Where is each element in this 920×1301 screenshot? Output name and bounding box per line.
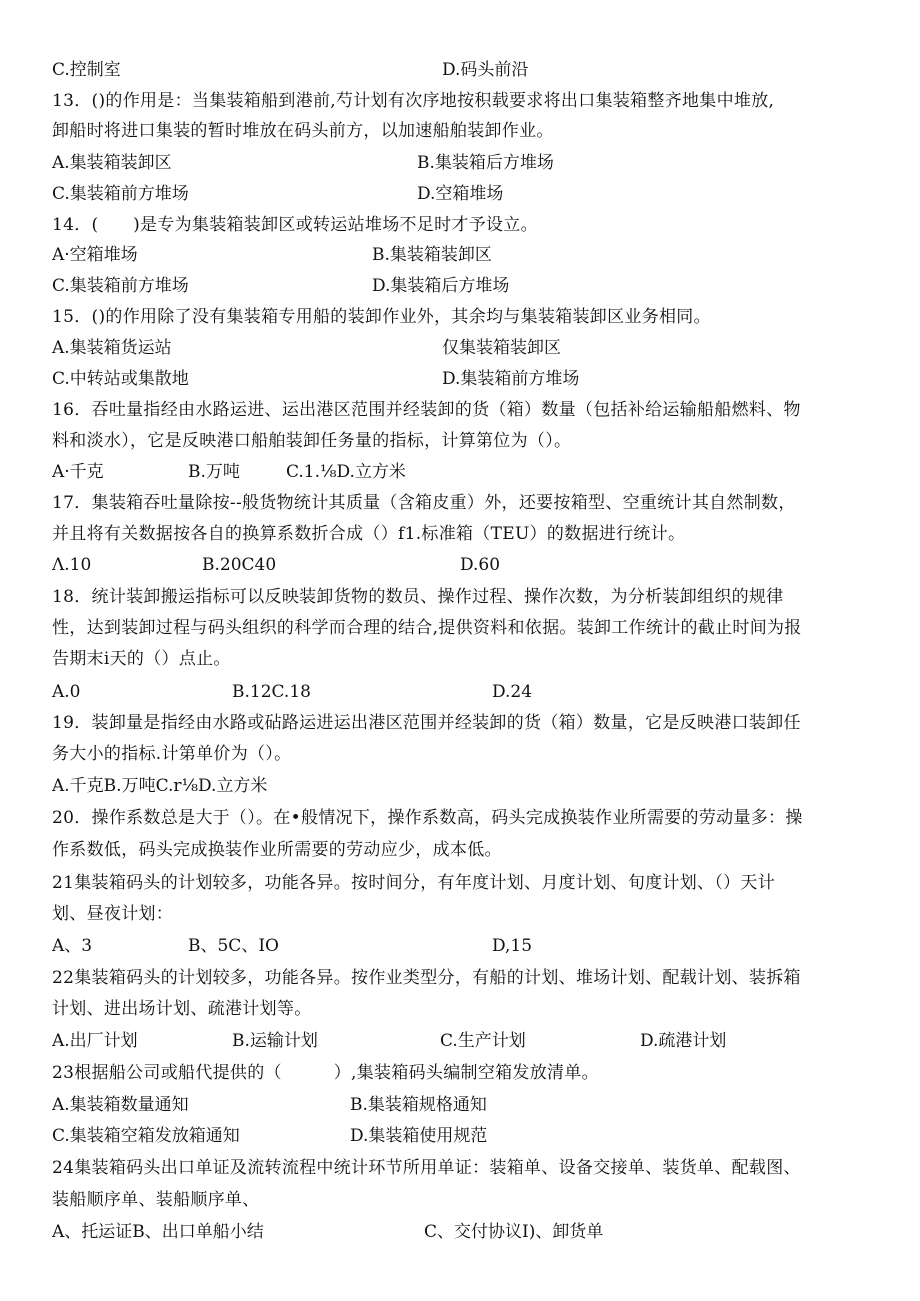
option-c: C.集装箱前方堆场 [52,184,189,204]
option-row [52,274,868,298]
question-17-text: 17．集装箱吞吐量除按--般货物统计其质量（含箱皮重）外，还要按箱型、空重统计其自然制数， [52,493,796,513]
question-23-text: 23根据船公司或船代提供的（ ）,集装箱码头编制空箱发放清单。 [52,1063,599,1083]
question-22-text-cont: 计划、进出场计划、疏港计划等。 [52,999,312,1019]
option-row [52,1093,868,1117]
option-d: D.60 [460,555,501,575]
option-b-c: B.20C40 [202,555,277,575]
option-a: A、3 [52,936,93,956]
question-22-text: 22集装箱码头的计划较多，功能各异。按作业类型分，有船的计划、堆场计划、配载计划、装拆箱 [52,968,801,988]
option-a: A·空箱堆场 [52,245,138,265]
option-row [52,460,868,484]
option-row [52,58,868,82]
option-d: D.集装箱前方堆场 [442,369,580,389]
option-b: B.集装箱规格通知 [350,1095,487,1115]
question-18-text-cont: 告期末i天的（）点止。 [52,649,231,669]
question-14-text: 14．( )是专为集装箱装卸区或转运站堆场不足时才予设立。 [52,215,538,235]
option-row [52,1124,868,1148]
question-18-text: 18．统计装卸搬运指标可以反映装卸货物的数员、操作过程、操作次数，为分析装卸组织的规律 [52,587,784,607]
question-20-text: 20．操作系数总是大于（）。在•般情况下，操作系数高，码头完成换装作业所需要的劳动量多：操 [52,808,803,828]
option-row [52,243,868,267]
option-row [52,1220,868,1244]
question-20-text-cont: 作系数低，码头完成换装作业所需要的劳动应少，成本低。 [52,840,502,860]
question-17-text-cont: 并且将有关数据按各自的换算系数折合成（）f1.标准箱（TEU）的数据进行统计。 [52,524,686,544]
question-21-text-cont: 划、昼夜计划： [52,904,174,924]
question-24-text: 24集装箱码头出口单证及流转流程中统计环节所用单证：装箱单、设备交接单、装货单、配载图、 [52,1158,801,1178]
question-19-text: 19．装卸量是指经由水路或砧路运进运出港区范围并经装卸的货（箱）数量，它是反映港口装卸任 [52,713,801,733]
option-row [52,1029,868,1053]
option-d: D.空箱堆场 [417,184,504,204]
option-b-c: B、5C、IO [188,936,279,956]
question-18-text-cont: 性，达到装卸过程与码头组织的科学而合理的结合,提供资料和依据。装卸工作统计的截止时间为报 [52,618,802,638]
option-c-d: C.1.⅛D.立方米 [286,462,406,482]
option-b: B.集装箱装卸区 [372,245,492,265]
option-a: A·千克 [52,462,104,482]
option-a-b: A、托运证B、出口单船小结 [52,1222,264,1242]
option-a: A.0 [52,682,81,702]
option-a: A.集装箱货运站 [52,338,172,358]
option-c-d: C、交付协议I)、卸货单 [424,1222,604,1242]
option-row [52,336,868,360]
question-24-text-cont: 装船顺序单、装船顺序单、 [52,1190,260,1210]
option-b: B.万吨 [188,462,240,482]
question-16-text: 16．吞吐量指经由水路运进、运出港区范围并经装卸的货（箱）数量（包括补给运输船船燃料、物 [52,400,801,420]
option-b-c: B.12C.18 [232,682,311,702]
option-d: D.集装箱后方堆场 [372,276,510,296]
option-c: C.集装箱空箱发放箱通知 [52,1126,240,1146]
option-c: C.控制室 [52,60,121,80]
option-a: Λ.10 [52,555,92,575]
option-row [52,151,868,175]
question-15-text: 15．()的作用除了没有集装箱专用船的装卸作业外，其余均与集装箱装卸区业务相同。 [52,307,711,327]
option-row [52,553,868,577]
question-16-text-cont: 料和淡水），它是反映港口船舶装卸任务量的指标，计算第位为（）。 [52,431,572,451]
question-13-text-cont: 卸船时将进口集装的暂时堆放在码头前方，以加速船舶装卸作业。 [52,121,554,141]
option-row [52,680,868,704]
option-a: A.集装箱数量通知 [52,1095,189,1115]
option-c: C.集装箱前方堆场 [52,276,189,296]
option-b: B.运输计划 [232,1031,318,1051]
option-d: D.集装箱使用规范 [350,1126,488,1146]
option-d: D.24 [492,682,533,702]
option-d: D.疏港计划 [640,1031,727,1051]
option-c: C.中转站或集散地 [52,369,189,389]
question-21-text: 21集装箱码头的计划较多，功能各异。按时间分，有年度计划、月度计划、旬度计划、（）天计 [52,873,776,893]
option-b: B.集装箱后方堆场 [417,153,554,173]
option-a: A.出厂计划 [52,1031,138,1051]
option-b: 仅集装箱装卸区 [442,338,561,358]
option-row [52,182,868,206]
question-19-options: A.千克B.万吨C.r⅛D.立方米 [52,776,268,796]
option-a: A.集装箱装卸区 [52,153,172,173]
option-c: C.生产计划 [440,1031,526,1051]
option-row [52,934,868,958]
option-d: D,15 [492,936,533,956]
question-19-text-cont: 务大小的指标.计第单价为（）。 [52,744,292,764]
option-d: D.码头前沿 [442,60,529,80]
question-13-text: 13．()的作用是：当集装箱船到港前,芍计划有次序地按积载要求将出口集装箱整齐地集中堆放, [52,91,775,111]
option-row [52,367,868,391]
